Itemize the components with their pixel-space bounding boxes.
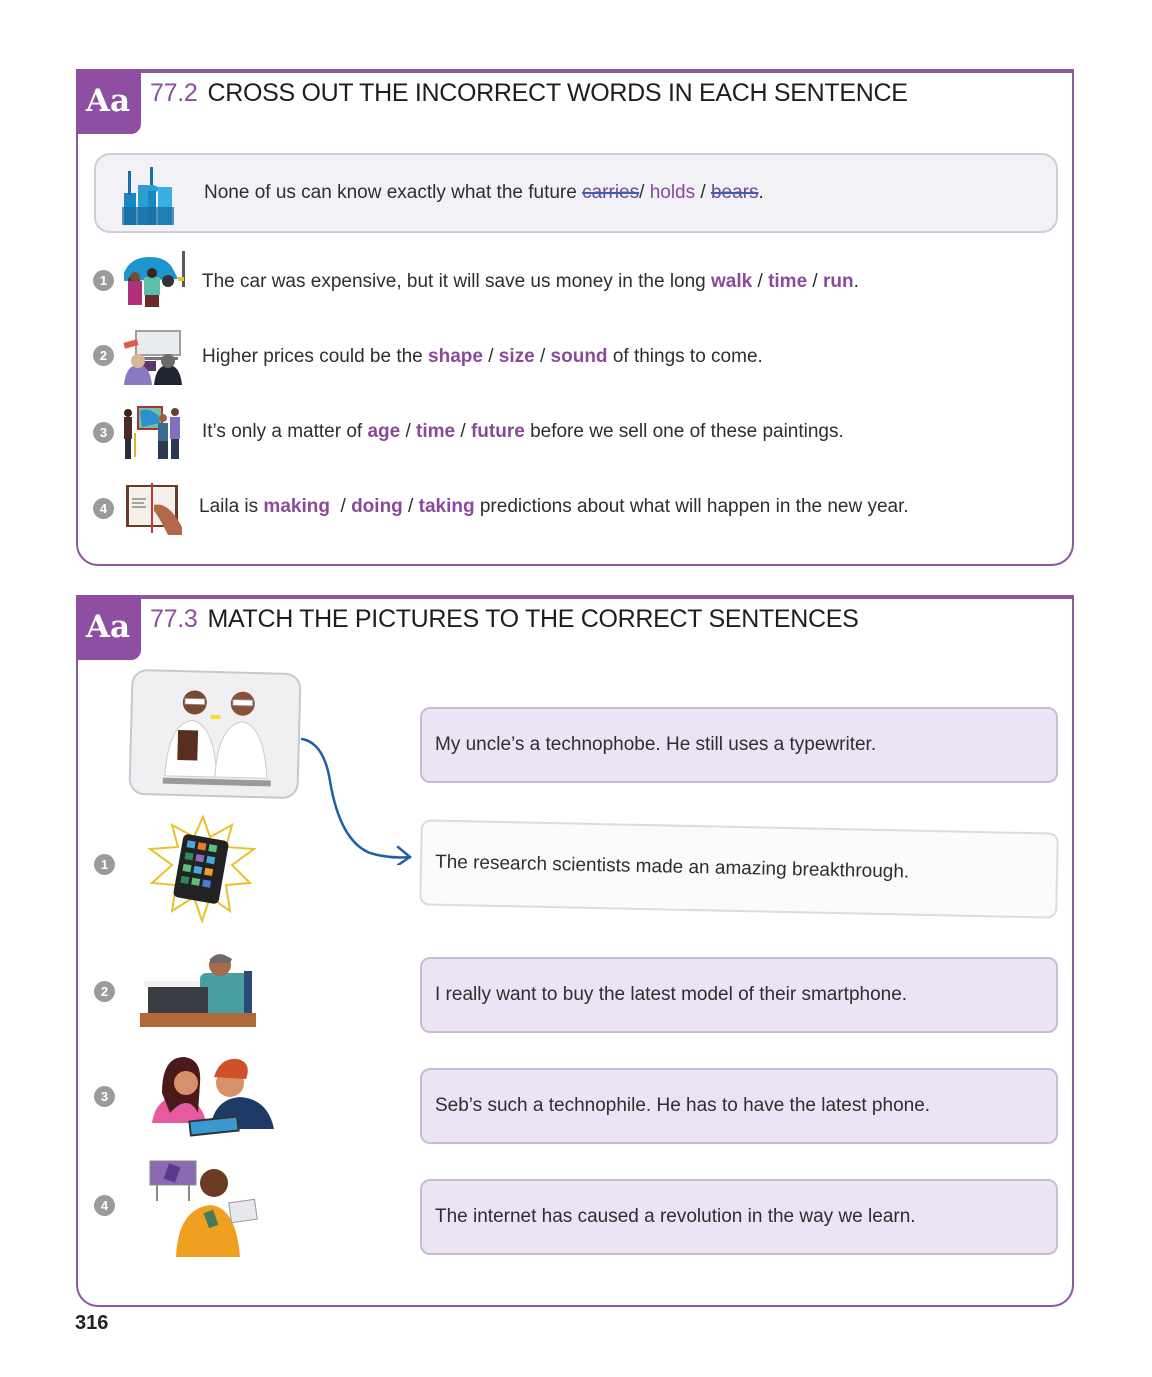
exercise-badge: Aa <box>76 595 141 660</box>
option-word[interactable]: time <box>416 421 456 442</box>
typewriter-icon[interactable] <box>140 951 256 1031</box>
option-word[interactable]: making <box>263 496 330 517</box>
exercise-number: 77.2 <box>150 79 198 107</box>
kids-tablet-icon[interactable] <box>148 1053 278 1139</box>
option-word[interactable]: time <box>768 271 808 292</box>
example-picture[interactable] <box>128 669 301 799</box>
exercise-heading: CROSS OUT THE INCORRECT WORDS IN EACH SENTENCE <box>207 79 908 107</box>
exercise-badge: Aa <box>76 69 141 134</box>
item-number: 4 <box>93 498 114 519</box>
item-number: 1 <box>93 270 114 291</box>
sentence-text: It’s only a matter of <box>202 421 368 442</box>
sentence-option-example-answer[interactable]: The research scientists made an amazing breakthrough. <box>419 819 1059 918</box>
phone-launch-icon[interactable] <box>148 1157 266 1257</box>
car-repair-icon <box>120 251 190 309</box>
item-sentence: The car was expensive, but it will save us money in the long walk / time / run. <box>202 271 859 292</box>
sentence-option[interactable]: My uncle’s a technophobe. He still uses a typewriter. <box>420 707 1058 783</box>
option-word-crossed[interactable]: bears <box>710 182 759 203</box>
option-word[interactable]: size <box>498 346 535 367</box>
item-sentence: Laila is making / doing / taking predictions about what will happen in the new year. <box>199 496 909 517</box>
item-number: 3 <box>93 422 114 443</box>
option-word[interactable]: walk <box>711 271 753 292</box>
exercise-77-3 <box>76 595 1074 1307</box>
scientists-icon <box>157 680 278 791</box>
sentence-text: . <box>853 271 859 292</box>
option-word[interactable]: future <box>470 421 525 442</box>
sentence-text: The car was expensive, but it will save us money in the long <box>202 271 712 292</box>
sentence-text: Higher prices could be the <box>202 346 429 367</box>
sentence-text: predictions about what will happen in the new year. <box>474 496 909 517</box>
exercise-heading: MATCH THE PICTURES TO THE CORRECT SENTENCES <box>207 605 859 633</box>
sentence-text: . <box>758 182 764 203</box>
sentence-text: None of us can know exactly what the future <box>204 182 583 203</box>
exercise-title <box>150 79 908 108</box>
city-skyline-icon <box>120 163 176 225</box>
option-word[interactable]: shape <box>428 346 483 367</box>
exercise-number: 77.3 <box>150 605 198 633</box>
exercise-title <box>150 605 859 634</box>
option-word-crossed[interactable]: carries <box>582 182 640 203</box>
sentence-option[interactable]: Seb’s such a technophile. He has to have the latest phone. <box>420 1068 1058 1144</box>
page-number: 316 <box>75 1312 109 1334</box>
option-word[interactable]: holds <box>649 182 696 203</box>
sentence-text: of things to come. <box>607 346 763 367</box>
sentence-option[interactable]: I really want to buy the latest model of their smartphone. <box>420 957 1058 1033</box>
exercise-77-2 <box>76 69 1074 566</box>
diary-writing-icon <box>124 481 184 535</box>
picture-number: 3 <box>94 1086 115 1107</box>
tablet-icon[interactable] <box>146 815 260 923</box>
item-sentence: Higher prices could be the shape / size / sound of things to come. <box>202 346 763 367</box>
sentence-text: Laila is <box>199 496 264 517</box>
match-arrow <box>300 731 416 865</box>
option-word[interactable]: run <box>823 271 854 292</box>
item-sentence: It’s only a matter of age / time / future before we sell one of these paintings. <box>202 421 844 442</box>
item-number: 2 <box>93 345 114 366</box>
picture-number: 1 <box>94 854 115 875</box>
example-sentence: None of us can know exactly what the future carries/ holds / bears. <box>204 182 764 203</box>
picture-number: 2 <box>94 981 115 1002</box>
example-sentence-box <box>94 153 1058 233</box>
option-word[interactable]: age <box>367 421 401 442</box>
sentence-text: before we sell one of these paintings. <box>524 421 844 442</box>
painting-gallery-icon <box>122 403 184 459</box>
picture-number: 4 <box>94 1195 115 1216</box>
option-word[interactable]: sound <box>550 346 608 367</box>
option-word[interactable]: doing <box>351 496 403 517</box>
option-word[interactable]: taking <box>418 496 475 517</box>
tv-shopping-icon <box>122 329 184 385</box>
sentence-option[interactable]: The internet has caused a revolution in the way we learn. <box>420 1179 1058 1255</box>
